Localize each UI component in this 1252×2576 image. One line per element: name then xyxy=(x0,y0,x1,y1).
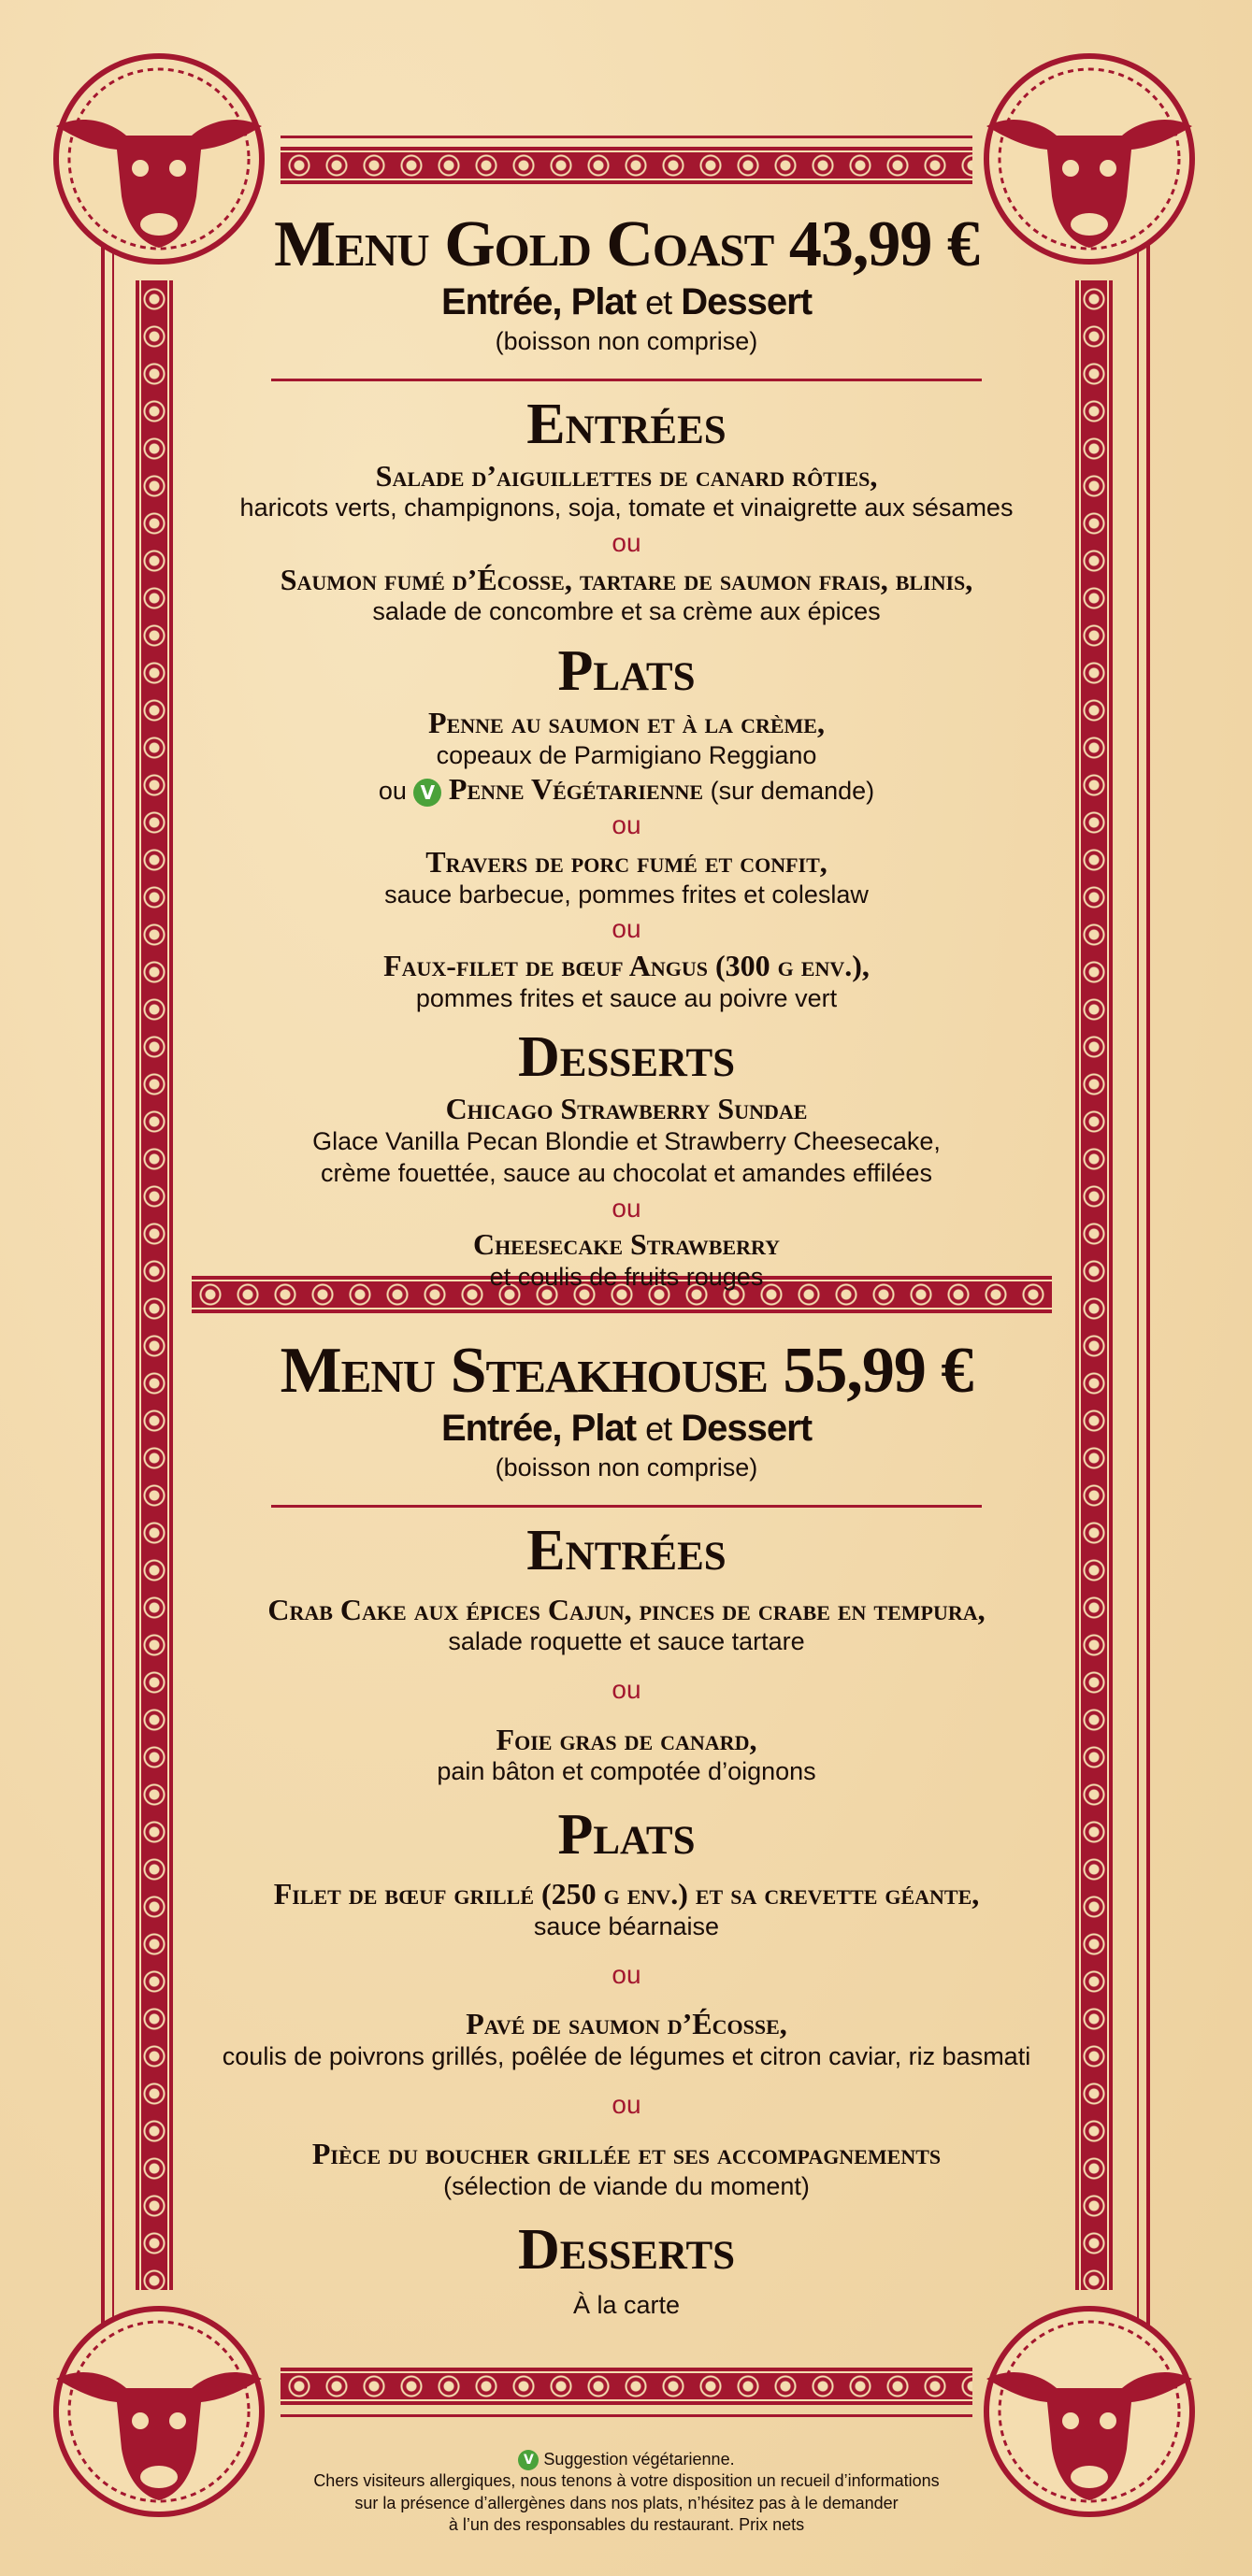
menu-title: Menu Gold Coast 43,99 € xyxy=(274,208,979,280)
divider-rule xyxy=(271,379,982,381)
dish-description: salade de concombre et sa crème aux épices xyxy=(372,597,881,626)
section-title-entrees: Entrées xyxy=(526,392,727,456)
dish-name: Saumon fumé d’Écosse, tartare de saumon frais, blinis, xyxy=(280,562,973,596)
section-title-plats: Plats xyxy=(557,639,696,704)
top-border xyxy=(281,147,972,184)
vegetarian-v-icon: V xyxy=(413,779,441,807)
vegetarian-alternative xyxy=(215,772,1038,808)
dish-note: (sur demande) xyxy=(703,776,875,805)
dish-description: sauce barbecue, pommes frites et coleslaw xyxy=(384,880,869,909)
allergen-note-line: sur la présence d’allergènes dans nos plats, n’hésitez pas à le demander xyxy=(354,2493,899,2512)
subtitle-et: et xyxy=(645,1409,672,1448)
menu-title: Menu Steakhouse 55,99 € xyxy=(280,1335,973,1407)
or-separator: ou xyxy=(612,810,641,840)
left-border xyxy=(136,280,173,2290)
section-title-entrees: Entrées xyxy=(526,1518,727,1582)
bottom-border xyxy=(281,2368,972,2405)
bull-skull-emblem-bottom-right xyxy=(968,2290,1211,2533)
section-title-plats: Plats xyxy=(557,1803,696,1868)
divider-rule xyxy=(271,1505,982,1508)
vegetarian-legend xyxy=(299,2449,954,2470)
right-thin-line-inner xyxy=(1137,243,1139,2327)
or-separator: ou xyxy=(612,1675,641,1705)
dish-description: haricots verts, champignons, soja, tomate et vinaigrette aux sésames xyxy=(239,494,1014,522)
section-title-desserts: Desserts xyxy=(517,1025,736,1090)
allergen-note-line: Chers visiteurs allergiques, nous tenons à votre disposition un recueil d’informations xyxy=(313,2471,940,2491)
dish-description: (sélection de viande du moment) xyxy=(443,2171,810,2200)
or-separator: ou xyxy=(612,914,641,944)
dish-description: crème fouettée, sauce au chocolat et amandes effilées xyxy=(321,1158,932,1187)
vegetarian-v-icon: V xyxy=(518,2450,539,2470)
dish-description: copeaux de Parmigiano Reggiano xyxy=(436,740,817,769)
subtitle-part: Entrée, Plat xyxy=(440,1407,646,1449)
dish-description: pain bâton et compotée d’oignons xyxy=(437,1757,816,1786)
dish-name: Salade d’aiguillettes de canard rôties, xyxy=(375,458,878,493)
drink-note: (boisson non comprise) xyxy=(495,1453,758,1481)
dish-name: Penne au saumon et à la crème, xyxy=(428,706,825,740)
dish-name: Filet de bœuf grillé (250 g env.) et sa crevette géante, xyxy=(273,1877,980,1911)
dish-description: coulis de poivrons grillés, poêlée de légumes et citron caviar, riz basmati xyxy=(222,2041,1031,2070)
dish-name: Crab Cake aux épices Cajun, pinces de crabe en tempura, xyxy=(267,1592,986,1626)
subtitle-et: et xyxy=(645,282,672,322)
dish-name: Chicago Strawberry Sundae xyxy=(445,1092,808,1126)
dish-description: sauce béarnaise xyxy=(533,1911,720,1940)
menu-subtitle xyxy=(215,1408,1038,1450)
dish-name: Travers de porc fumé et confit, xyxy=(425,844,827,879)
dish-description: pommes frites et sauce au poivre vert xyxy=(415,983,838,1012)
dish-name: Pièce du boucher grillée et ses accompagnements xyxy=(311,2137,942,2171)
bull-skull-emblem-bottom-left xyxy=(37,2290,281,2533)
menu-subtitle xyxy=(215,281,1038,323)
or-separator: ou xyxy=(612,2089,641,2119)
dish-name: Cheesecake Strawberry xyxy=(472,1227,781,1262)
menu-gold-coast xyxy=(215,210,1038,1294)
or-separator: ou xyxy=(612,1193,641,1223)
section-title-desserts: Desserts xyxy=(517,2217,736,2282)
dish-description: À la carte xyxy=(572,2290,681,2319)
left-thin-line-outer xyxy=(101,243,105,2327)
dish-description: et coulis de fruits rouges xyxy=(489,1262,764,1291)
subtitle-part: Dessert xyxy=(671,280,813,322)
left-thin-line-inner xyxy=(112,243,114,2327)
dish-name: Penne Végétarienne xyxy=(448,771,704,806)
dish-name: Pavé de saumon d’Écosse, xyxy=(466,2007,787,2041)
dish-description: salade roquette et sauce tartare xyxy=(448,1627,805,1656)
footer xyxy=(299,2449,954,2537)
dish-description: Glace Vanilla Pecan Blondie et Strawberry Cheesecake, xyxy=(312,1127,941,1156)
menu-steakhouse xyxy=(215,1337,1038,2321)
vegetarian-legend-text: Suggestion végétarienne. xyxy=(543,2450,735,2469)
bottom-thin-line xyxy=(281,2414,972,2417)
right-border xyxy=(1075,280,1113,2290)
or-word: ou xyxy=(378,776,407,805)
subtitle-part: Dessert xyxy=(671,1407,813,1449)
dish-name: Faux-filet de bœuf Angus (300 g env.), xyxy=(383,948,870,982)
or-separator: ou xyxy=(612,1959,641,1989)
top-thin-line xyxy=(281,136,972,138)
or-separator: ou xyxy=(612,528,641,558)
dish-name: Foie gras de canard, xyxy=(496,1722,757,1756)
drink-note: (boisson non comprise) xyxy=(495,326,758,355)
allergen-note-line: à l’un des responsables du restaurant. Prix nets xyxy=(448,2515,805,2535)
right-thin-line-outer xyxy=(1146,243,1150,2327)
subtitle-part: Entrée, Plat xyxy=(440,280,646,322)
